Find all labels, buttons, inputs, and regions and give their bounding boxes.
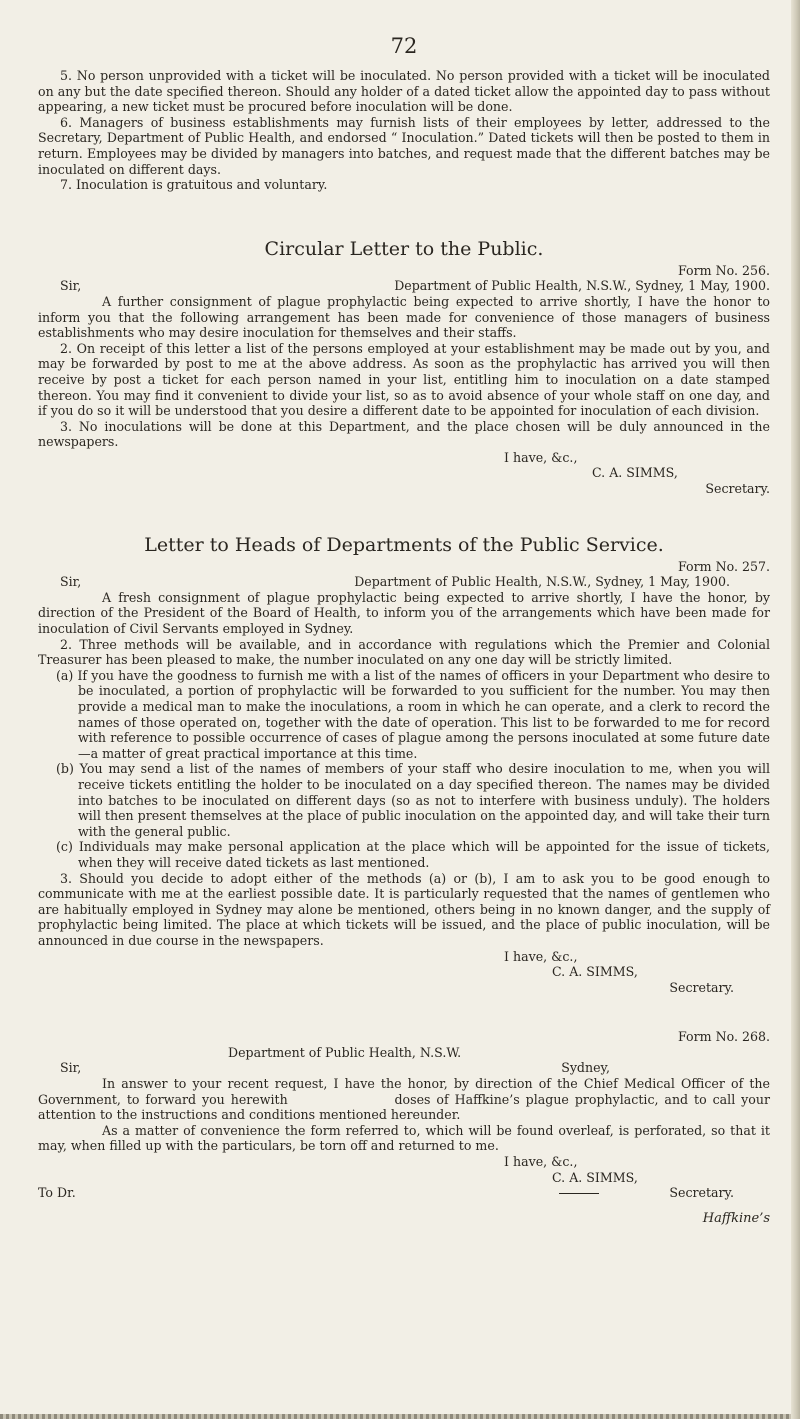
bottom-edge bbox=[0, 1414, 791, 1419]
form268-paragraph-2: As a matter of convenience the form referred to, which will be found overleaf, is perforated, so that it may, when filled up with the particulars, be torn off and returned to me. bbox=[38, 1122, 770, 1154]
document-page bbox=[38, 34, 775, 1226]
circular-form-number: Form No. 256. bbox=[677, 262, 770, 278]
circular-paragraph-3-row bbox=[38, 419, 770, 450]
circular-signer-title: Secretary. bbox=[705, 481, 770, 497]
circular-intro: A further consignment of plague prophylactic being expected to arrive shortly, I have the honor to inform you that the following arrangement has been made for convenience of those managers of business establishments who may desire inoculation for themselves and their staffs. bbox=[38, 293, 770, 341]
circular-salutation: Sir, bbox=[60, 278, 82, 294]
form268-blank-rule bbox=[559, 1193, 599, 1194]
heads-letter-closing: I have, &c., bbox=[504, 948, 578, 964]
form268-paragraph-1: In answer to your recent request, I have the honor, by direction of the Chief Medical Officer of the Government, to forward you herewith doses of Haffkine’s plague prophylactic, and to call your attention to the instructions and conditions mentioned hereunder. bbox=[38, 1076, 775, 1123]
form268-addressee: To Dr. bbox=[38, 1185, 76, 1201]
heads-letter-signer: C. A. SIMMS, bbox=[552, 964, 638, 980]
form268-to-row bbox=[38, 1185, 770, 1201]
heads-letter-address-row bbox=[38, 574, 770, 590]
form268-signer-title: Secretary. bbox=[669, 1185, 734, 1201]
heads-letter-signer-title: Secretary. bbox=[669, 979, 734, 995]
circular-address: Department of Public Health, N.S.W., Sydney, 1 May, 1900. bbox=[394, 278, 770, 294]
circular-title: Circular Letter to the Public. bbox=[264, 237, 544, 260]
form268-salutation: Sir, bbox=[60, 1060, 82, 1076]
form268-salutation-row bbox=[38, 1060, 770, 1076]
circular-paragraph-3: 3. No inoculations will be done at this Department, and the place chosen will be duly announced in the newspapers. bbox=[38, 418, 770, 450]
circular-paragraph-2: 2. On receipt of this letter a list of the persons employed at your establishment may be made out by you, and may be forwarded by post to me at the above address. As soon as the prophylactic has arrived you will then receive by post a ticket for each person named in your list, entitling him to inoculation on a date stamped thereon. You may find it convenient to divide your list, so as to avoid absence of your whole staff on one day, and if you do so it will be understood that you desire a different date to be appointed for inoculation of each division. bbox=[38, 340, 770, 419]
form268-place: Sydney, bbox=[561, 1060, 610, 1076]
heads-letter-address: Department of Public Health, N.S.W., Sydney, 1 May, 1900. bbox=[354, 574, 730, 590]
form268-number: Form No. 268. bbox=[677, 1029, 770, 1045]
heads-letter-paragraph-2: 2. Three methods will be available, and in accordance with regulations which the Premier and Colonial Treasurer has been pleased to make, the number inoculated on any one day will be strictly limited. bbox=[38, 636, 770, 668]
heads-letter-item-a: (a) If you have the goodness to furnish me with a list of the names of officers in your Department who desire to be inoculated, a portion of prophylactic will be forwarded to you sufficient for the number. You may then provide a medical man to make the inoculations, a room in which he can operate, and a clerk to record the names of those operated on, together with the date of operation. This list to be forwarded to me for record with reference to possible occurrence of cases of plague among the persons inoculated at some future date—a matter of great practical importance at this time. bbox=[56, 667, 770, 761]
circular-address-row bbox=[38, 278, 770, 294]
intro-paragraph-7: 7. Inoculation is gratuitous and voluntary. bbox=[60, 177, 328, 193]
circular-closing: I have, &c., bbox=[504, 449, 578, 465]
heads-letter-form-number: Form No. 257. bbox=[677, 558, 770, 574]
form268-department: Department of Public Health, N.S.W. bbox=[228, 1044, 462, 1060]
heads-letter-paragraph-3: 3. Should you decide to adopt either of the methods (a) or (b), I am to ask you to be good enough to communicate with me at the earliest possible date. It is particularly requested that the names of gentlemen who are habitually employed in Sydney may alone be mentioned, others being in no known danger, and the supply of prophylactic being limited. The place at which tickets will be issued, and the place of public inoculation, will be announced in due course in the newspapers. bbox=[38, 870, 770, 948]
intro-paragraph-5: 5. No person unprovided with a ticket will be inoculated. No person provided with a ticket will be inoculated on any but the date specified thereon. Should any holder of a dated ticket allow the appointed day to pass without appearing, a new ticket must be procured before inoculation will be done. bbox=[38, 68, 770, 115]
form268-closing: I have, &c., bbox=[504, 1154, 578, 1170]
catchword: Haffkine’s bbox=[702, 1210, 770, 1226]
page-number: 72 bbox=[390, 34, 418, 58]
heads-letter-intro: A fresh consignment of plague prophylactic being expected to arrive shortly, I have the honor, by direction of the President of the Board of Health, to inform you of the arrangements which have been made for inoculation of Civil Servants employed in Sydney. bbox=[38, 589, 770, 637]
heads-letter-item-c: (c) Individuals may make personal application at the place which will be appointed for the issue of tickets, when they will receive dated tickets as last mentioned. bbox=[56, 839, 770, 870]
heads-letter-title: Letter to Heads of Departments of the Public Service. bbox=[144, 533, 664, 556]
circular-signer: C. A. SIMMS, bbox=[592, 465, 678, 481]
page-edge bbox=[791, 0, 800, 1419]
form268-signer: C. A. SIMMS, bbox=[552, 1169, 638, 1185]
heads-letter-salutation: Sir, bbox=[60, 574, 82, 590]
intro-paragraph-6: 6. Managers of business establishments may furnish lists of their employees by letter, addressed to the Secretary, Department of Public Health, and endorsed “ Inoculation.” Dated tickets will then be posted to them in return. Employees may be divided by managers into batches, and request made that the different batches may be inoculated on different days. bbox=[38, 114, 770, 177]
heads-letter-item-b: (b) You may send a list of the names of members of your staff who desire inoculation to me, when you will receive tickets entitling the holder to be inoculated on a day specified thereon. The names may be divided into batches to be inoculated on different days (so as not to interfere with business unduly). The holders will then present themselves at the place of public inoculation on the appointed day, and will take their turn with the general public. bbox=[56, 761, 770, 839]
